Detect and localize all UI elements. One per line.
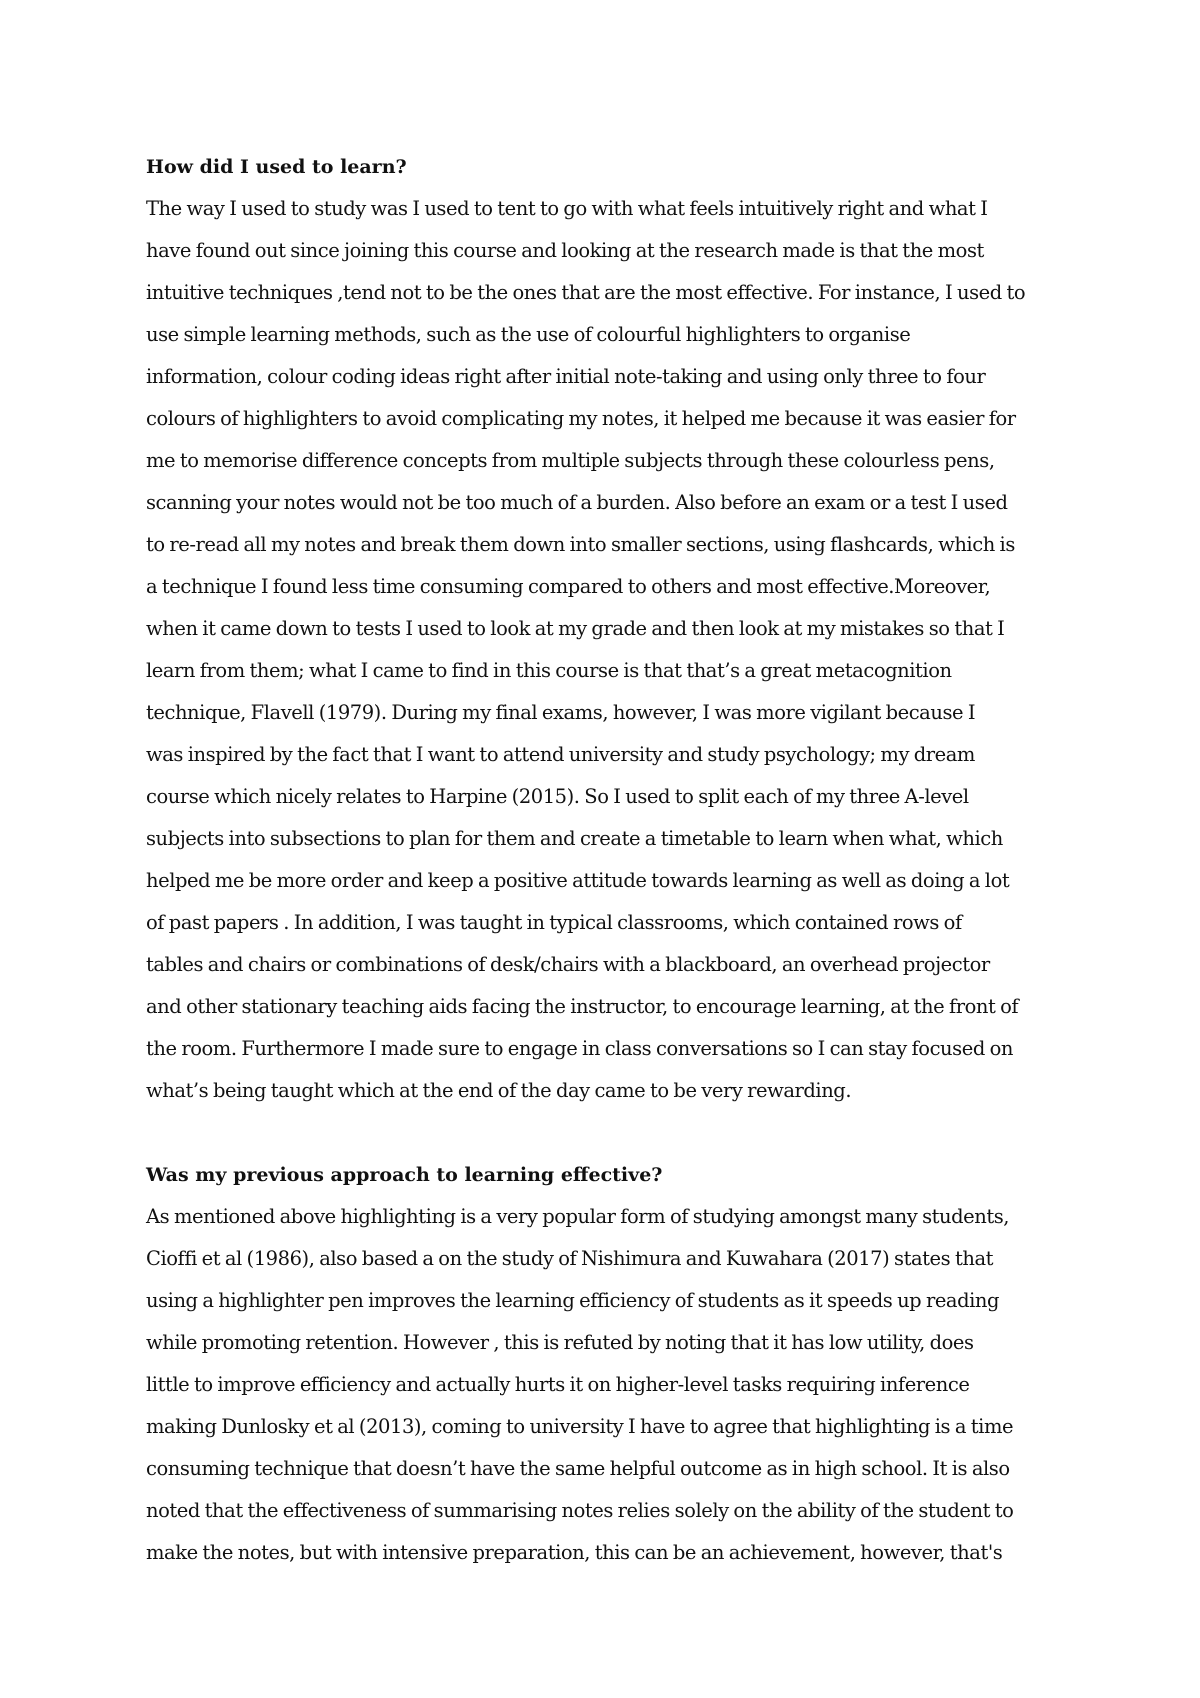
paragraph-line: what’s being taught which at the end of the day came to be very rewarding. — [146, 1079, 852, 1102]
paragraph-line: As mentioned above highlighting is a very popular form of studying amongst many students, — [146, 1205, 1010, 1228]
section-how-did-i-used-to-learn — [146, 146, 1086, 1112]
paragraph-line: The way I used to study was I used to tent to go with what feels intuitively right and what I — [146, 197, 988, 220]
paragraph-line: little to improve efficiency and actually hurts it on higher-level tasks requiring inference — [146, 1373, 970, 1396]
section-heading: How did I used to learn? — [146, 156, 407, 178]
paragraph-line: learn from them; what I came to find in this course is that that’s a great metacognition — [146, 659, 952, 682]
paragraph-line: subjects into subsections to plan for them and create a timetable to learn when what, which — [146, 827, 1003, 850]
document-body — [146, 146, 1086, 1574]
paragraph-line: of past papers . In addition, I was taught in typical classrooms, which contained rows of — [146, 911, 962, 934]
paragraph-line: consuming technique that doesn’t have the same helpful outcome as in high school. It is also — [146, 1457, 1010, 1480]
paragraph-line: while promoting retention. However , this is refuted by noting that it has low utility, does — [146, 1331, 974, 1354]
paragraph-line: was inspired by the fact that I want to attend university and study psychology; my dream — [146, 743, 975, 766]
paragraph-line: information, colour coding ideas right after initial note-taking and using only three to four — [146, 365, 986, 388]
paragraph-line: technique, Flavell (1979). During my final exams, however, I was more vigilant because I — [146, 701, 976, 724]
paragraph-line: me to memorise difference concepts from multiple subjects through these colourless pens, — [146, 449, 995, 472]
paragraph-line: when it came down to tests I used to look at my grade and then look at my mistakes so that I — [146, 617, 1005, 640]
paragraph-line: a technique I found less time consuming compared to others and most effective.Moreover, — [146, 575, 991, 598]
section-previous-approach-effective — [146, 1154, 1086, 1574]
paragraph-line: course which nicely relates to Harpine (2015). So I used to split each of my three A-level — [146, 785, 969, 808]
paragraph-line: tables and chairs or combinations of desk/chairs with a blackboard, an overhead projector — [146, 953, 990, 976]
paragraph-line: have found out since joining this course and looking at the research made is that the most — [146, 239, 984, 262]
paragraph-line: noted that the effectiveness of summarising notes relies solely on the ability of the student to — [146, 1499, 1014, 1522]
paragraph-line: making Dunlosky et al (2013), coming to university I have to agree that highlighting is a time — [146, 1415, 1014, 1438]
paragraph-line: make the notes, but with intensive preparation, this can be an achievement, however, that's — [146, 1541, 1003, 1564]
paragraph-line: intuitive techniques ,tend not to be the ones that are the most effective. For instance, I used to — [146, 281, 1026, 304]
paragraph-line: and other stationary teaching aids facing the instructor, to encourage learning, at the front of — [146, 995, 1019, 1018]
paragraph-line: Cioffi et al (1986), also based a on the study of Nishimura and Kuwahara (2017) states that — [146, 1247, 994, 1270]
section-heading: Was my previous approach to learning effective? — [146, 1164, 663, 1186]
paragraph-line: colours of highlighters to avoid complicating my notes, it helped me because it was easier for — [146, 407, 1016, 430]
paragraph-line: using a highlighter pen improves the learning efficiency of students as it speeds up reading — [146, 1289, 1000, 1312]
paragraph-line: the room. Furthermore I made sure to engage in class conversations so I can stay focused on — [146, 1037, 1013, 1060]
paragraph-line: use simple learning methods, such as the use of colourful highlighters to organise — [146, 323, 911, 346]
paragraph-line: helped me be more order and keep a positive attitude towards learning as well as doing a lot — [146, 869, 1010, 892]
paragraph-line: scanning your notes would not be too much of a burden. Also before an exam or a test I used — [146, 491, 1008, 514]
section-spacer — [146, 1112, 1086, 1154]
paragraph-line: to re-read all my notes and break them down into smaller sections, using flashcards, which is — [146, 533, 1015, 556]
